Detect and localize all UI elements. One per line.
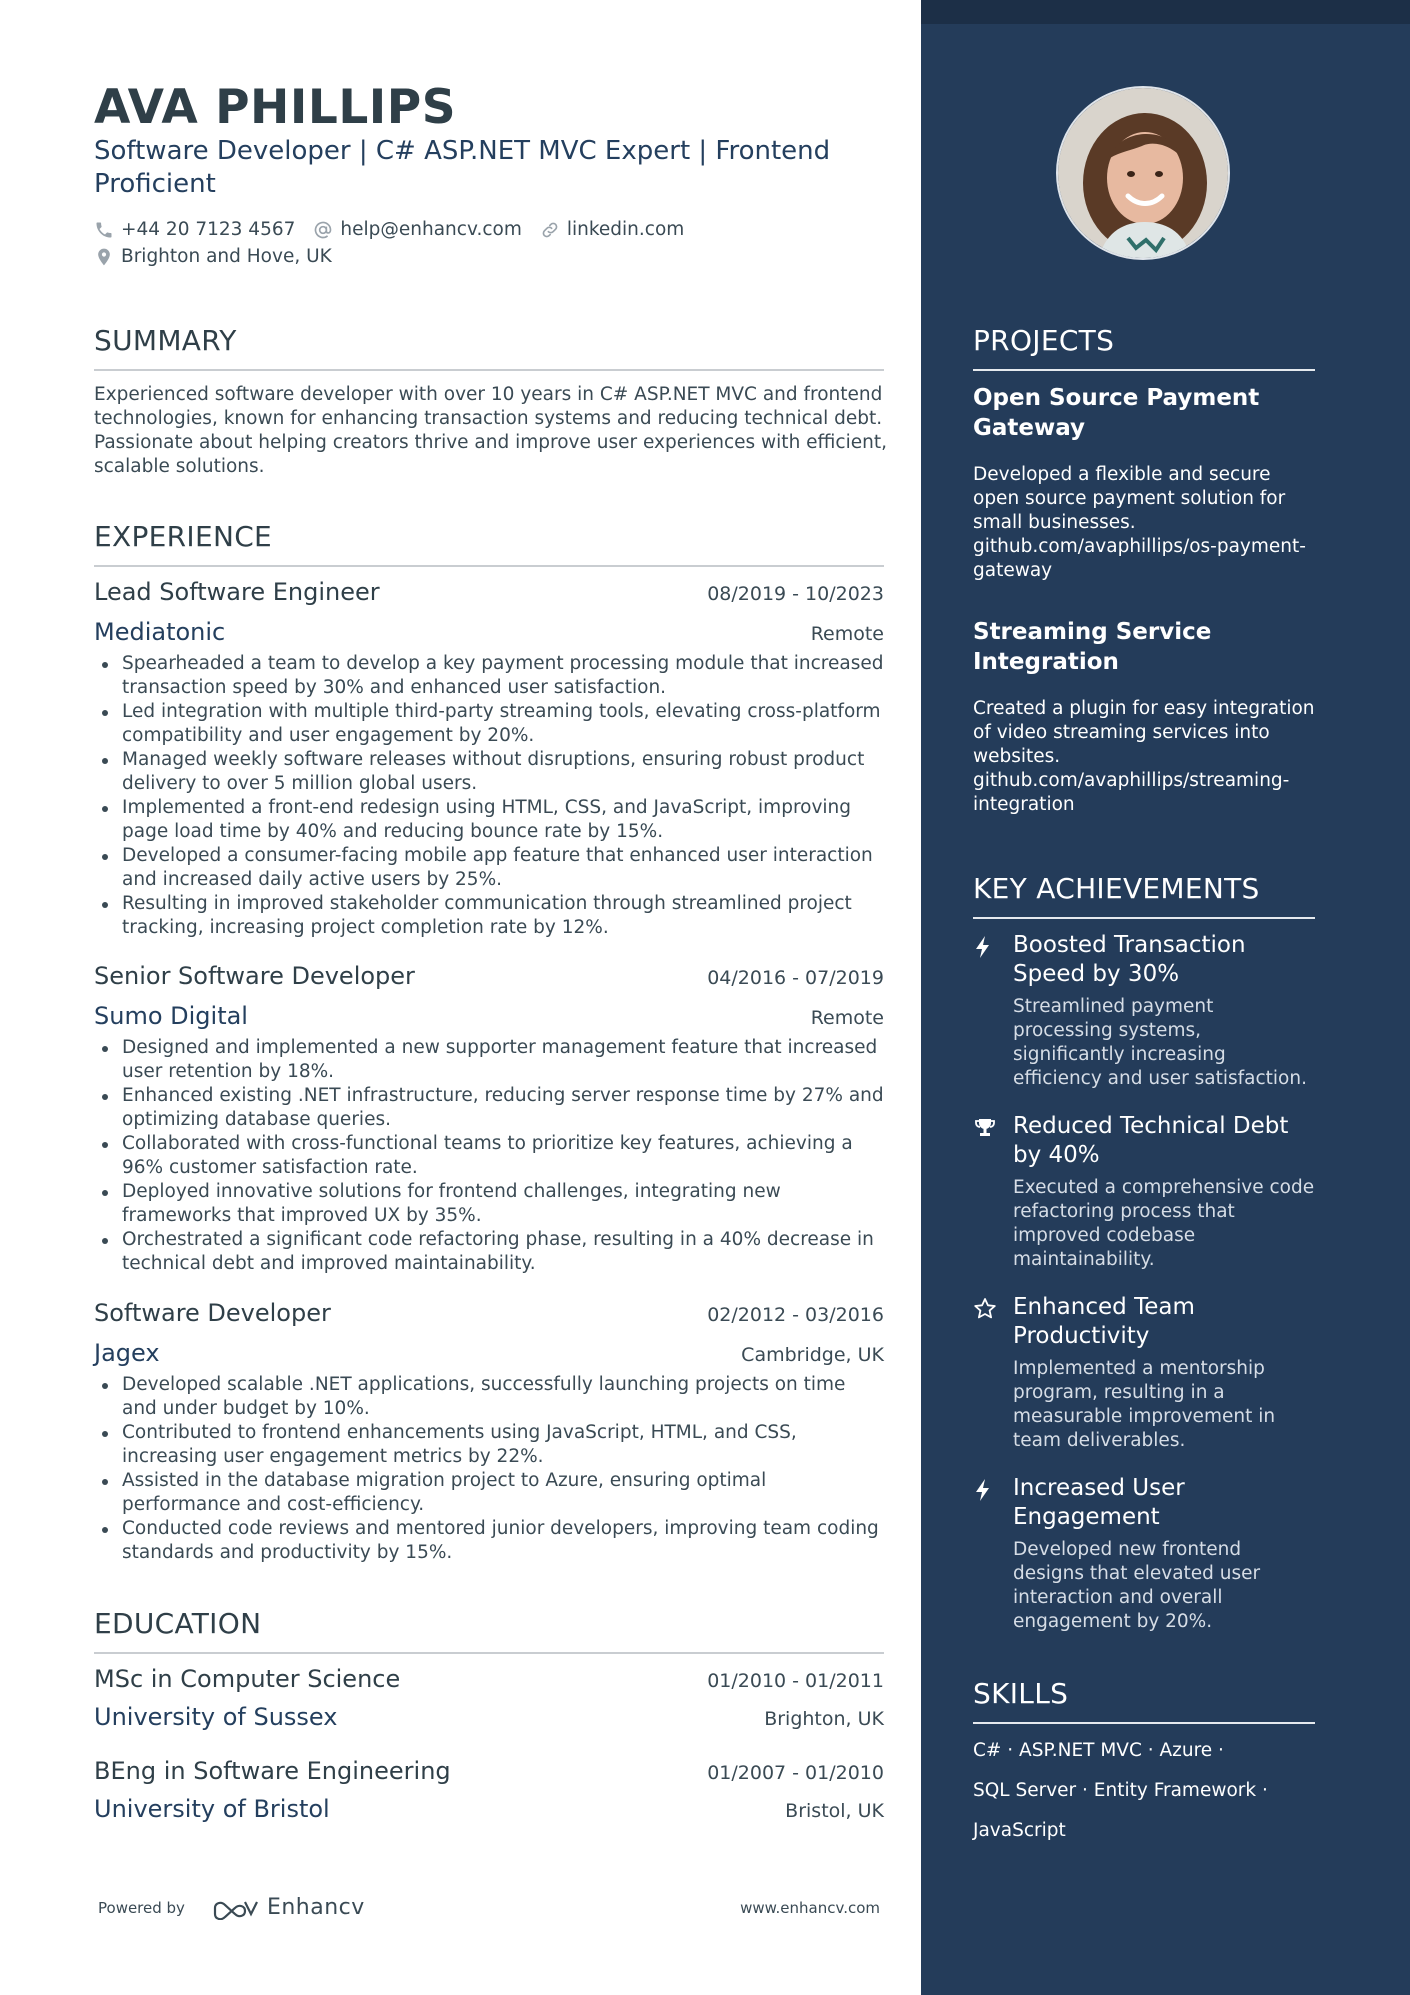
job-dates: 04/2016 - 07/2019 (707, 967, 884, 989)
avatar-portrait (1058, 88, 1230, 260)
job-bullet: Assisted in the database migration project to Azure, ensuring optimal performance and cost-efficiency. (94, 1469, 884, 1517)
education-entry (94, 1665, 884, 1731)
job-company: Mediatonic (94, 618, 226, 646)
job-bullet: Deployed innovative solutions for frontend challenges, integrating new frameworks that improved UX by 35%. (94, 1180, 884, 1228)
contact-phone[interactable] (94, 216, 295, 243)
job-location: Remote (810, 1007, 884, 1029)
enhancv-brand-text: Enhancv (266, 1895, 365, 1920)
job-bullets (94, 1373, 884, 1565)
job-bullets (94, 652, 884, 940)
project-name: Open Source Payment Gateway (973, 385, 1260, 441)
project-description: Developed a flexible and secure open source payment solution for small businesses. github.com/avaphillips/os-payment-gateway (973, 464, 1306, 581)
job-location: Remote (810, 623, 884, 645)
link-icon (540, 220, 560, 240)
enhancv-logo[interactable] (211, 1895, 365, 1920)
powered-by-label: Powered by (98, 1898, 185, 1917)
achievement-entry (973, 931, 1315, 1091)
job-bullet: Conducted code reviews and mentored junior developers, improving team coding standards and productivity by 15%. (94, 1517, 884, 1565)
education-dates: 01/2010 - 01/2011 (707, 1670, 884, 1692)
education-degree: BEng in Software Engineering (94, 1757, 451, 1785)
contact-email[interactable] (313, 216, 521, 243)
achievement-description: Implemented a mentorship program, resulting in a measurable improvement in team deliverables. (1013, 1358, 1276, 1451)
education-dates: 01/2007 - 01/2010 (707, 1762, 884, 1784)
footer (98, 1895, 880, 1920)
job-dates: 08/2019 - 10/2023 (707, 583, 884, 605)
contact-location (94, 243, 332, 270)
job-title: Lead Software Engineer (94, 578, 380, 606)
job-bullets (94, 1036, 884, 1276)
achievement-description: Executed a comprehensive code refactoring process that improved codebase maintainability. (1013, 1177, 1315, 1270)
job-title: Senior Software Developer (94, 962, 415, 990)
achievement-title: Enhanced Team Productivity (1013, 1294, 1195, 1349)
contact-link[interactable] (540, 216, 684, 243)
skills-list (973, 1731, 1315, 1851)
education-location: Brighton, UK (764, 1708, 884, 1730)
job-company: Sumo Digital (94, 1002, 248, 1030)
job-bullet: Collaborated with cross-functional teams to prioritize key features, achieving a 96% customer satisfaction rate. (94, 1132, 884, 1180)
job-bullet: Contributed to frontend enhancements using JavaScript, HTML, and CSS, increasing user engagement metrics by 22%. (94, 1421, 884, 1469)
skills-line: JavaScript (973, 1820, 1066, 1841)
achievement-entry (973, 1293, 1315, 1453)
summary-heading: SUMMARY (94, 324, 884, 371)
phone-icon (94, 220, 114, 240)
job-location: Cambridge, UK (741, 1344, 884, 1366)
job-company: Jagex (94, 1339, 160, 1367)
achievements-heading: KEY ACHIEVEMENTS (973, 872, 1315, 919)
contact-info (94, 216, 894, 270)
job-dates: 02/2012 - 03/2016 (707, 1304, 884, 1326)
project-description: Created a plugin for easy integration of video streaming services into websites. github.com/avaphillips/streaming-integration (973, 698, 1315, 815)
job-bullet: Designed and implemented a new supporter management feature that increased user retention by 18%. (94, 1036, 884, 1084)
skills-line: SQL Server · Entity Framework · (973, 1780, 1268, 1801)
education-school: University of Bristol (94, 1795, 330, 1823)
job-entry (94, 578, 884, 940)
experience-heading: EXPERIENCE (94, 520, 884, 567)
job-bullet: Resulting in improved stakeholder communication through streamlined project tracking, increasing project completion rate by 12%. (94, 892, 884, 940)
project-entry (973, 383, 1315, 583)
education-heading: EDUCATION (94, 1607, 884, 1654)
job-bullet: Orchestrated a significant code refactoring phase, resulting in a 40% decrease in technical debt and improved maintainability. (94, 1228, 884, 1276)
candidate-headline: Software Developer | C# ASP.NET MVC Expert | Frontend Proficient (94, 136, 831, 199)
job-entry (94, 962, 884, 1276)
project-entry (973, 617, 1315, 817)
at-sign-icon (313, 220, 333, 240)
skills-line: C# · ASP.NET MVC · Azure · (973, 1740, 1224, 1761)
location-text: Brighton and Hove, UK (121, 246, 332, 267)
education-entry (94, 1757, 884, 1823)
education-location: Bristol, UK (785, 1800, 884, 1822)
enhancv-logo-icon (211, 1896, 259, 1920)
projects-heading: PROJECTS (973, 324, 1315, 371)
skills-heading: SKILLS (973, 1677, 1315, 1724)
bolt-icon (973, 935, 993, 959)
project-name: Streaming Service Integration (973, 619, 1212, 675)
achievement-description: Developed new frontend designs that elevated user interaction and overall engagement by 20%. (1013, 1539, 1261, 1632)
website-link[interactable]: www.enhancv.com (740, 1898, 880, 1917)
candidate-name: AVA PHILLIPS (94, 80, 457, 135)
location-pin-icon (94, 247, 114, 267)
sidebar (921, 0, 1410, 1995)
link-text: linkedin.com (566, 219, 685, 240)
education-degree: MSc in Computer Science (94, 1665, 401, 1693)
email-text: help@enhancv.com (340, 219, 522, 240)
achievement-description: Streamlined payment processing systems, significantly increasing efficiency and user satisfaction. (1013, 996, 1307, 1089)
powered-by (98, 1895, 365, 1920)
star-icon (973, 1297, 997, 1321)
achievement-title: Increased User Engagement (1013, 1475, 1185, 1530)
achievement-title: Reduced Technical Debt by 40% (1013, 1113, 1289, 1168)
achievement-entry (973, 1112, 1315, 1272)
achievement-entry (973, 1474, 1315, 1634)
sidebar-top-band (921, 0, 1410, 24)
phone-text: +44 20 7123 4567 (121, 219, 296, 240)
education-school: University of Sussex (94, 1703, 338, 1731)
job-bullet: Implemented a front-end redesign using HTML, CSS, and JavaScript, improving page load time by 40% and reducing bounce rate by 15%. (94, 796, 884, 844)
achievement-title: Boosted Transaction Speed by 30% (1013, 932, 1246, 987)
job-bullet: Developed scalable .NET applications, successfully launching projects on time and under budget by 10%. (94, 1373, 884, 1421)
bolt-icon (973, 1478, 993, 1502)
trophy-icon (973, 1116, 997, 1140)
job-title: Software Developer (94, 1299, 331, 1327)
job-entry (94, 1299, 884, 1565)
job-bullet: Led integration with multiple third-party streaming tools, elevating cross-platform compatibility and user engagement by 20%. (94, 700, 884, 748)
job-bullet: Enhanced existing .NET infrastructure, reducing server response time by 27% and optimizing database queries. (94, 1084, 884, 1132)
job-bullet: Spearheaded a team to develop a key payment processing module that increased transaction speed by 30% and enhanced user satisfaction. (94, 652, 884, 700)
summary-text: Experienced software developer with over 10 years in C# ASP.NET MVC and frontend technologies, known for enhancing transaction systems and reducing technical debt. Passionate about helping creators thrive and improve user experiences with efficient, scalable solutions. (94, 384, 887, 477)
job-bullet: Developed a consumer-facing mobile app feature that enhanced user interaction and increased daily active users by 25%. (94, 844, 884, 892)
avatar (1056, 86, 1230, 260)
job-bullet: Managed weekly software releases without disruptions, ensuring robust product delivery to over 5 million global users. (94, 748, 884, 796)
